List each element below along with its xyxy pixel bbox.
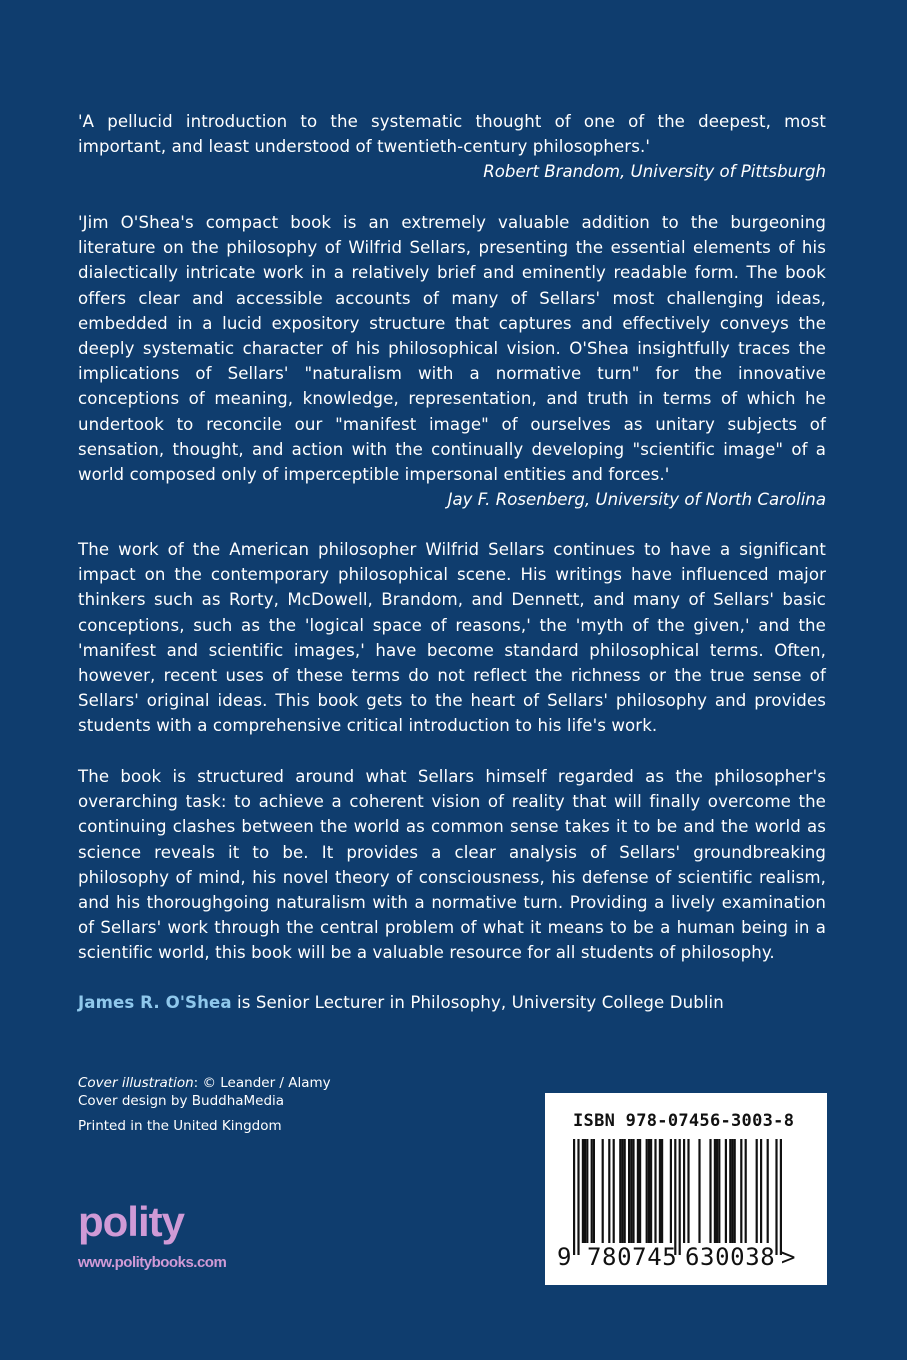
barcode-bar — [745, 1139, 747, 1243]
barcode-bar — [584, 1139, 586, 1243]
barcode-bar — [729, 1139, 731, 1243]
endorsement-brandom — [78, 109, 826, 185]
design-credit: Cover design by BuddhaMedia — [78, 1093, 285, 1109]
barcode-bar — [718, 1139, 720, 1243]
barcode-bar — [573, 1139, 575, 1255]
barcode-bar — [661, 1139, 663, 1243]
cover-credits — [78, 1074, 331, 1135]
barcode-bar — [756, 1139, 758, 1243]
barcode-bar — [646, 1139, 648, 1243]
illustration-label: Cover illustration — [78, 1075, 194, 1091]
barcode-bar — [674, 1139, 676, 1255]
barcode-bar — [687, 1139, 689, 1243]
barcode-bar — [637, 1139, 639, 1243]
barcode-digits-right: 630038 — [685, 1243, 776, 1271]
barcode-bar — [760, 1139, 762, 1243]
barcode-bar — [639, 1139, 641, 1243]
barcode-bar — [725, 1139, 727, 1243]
barcode-bar — [602, 1139, 604, 1243]
description-paragraph-2 — [78, 764, 826, 966]
endorsement-attribution: Jay F. Rosenberg, University of North Carolina — [447, 490, 826, 510]
barcode-bar — [654, 1139, 656, 1243]
description-text: The work of the American philosopher Wilfrid Sellars continues to have a significant impact on the contemporary philosophical scene. His writings have influenced major thinkers such as Rorty, McDowell, Brandom, and Dennett, and many of Sellars' basic conceptions, such as the 'logical space of reasons,' the 'myth of the given,' and the 'manifest and scientific images,' have become standard philosophical terms. Often, however, recent uses of these terms do not reflect the richness or the true sense of Sellars' original ideas. This book gets to the heart of Sellars' philosophy and provides students with a comprehensive critical introduction to his life's work. — [78, 540, 826, 736]
barcode-bar — [632, 1139, 634, 1243]
description-paragraph-1 — [78, 537, 826, 739]
polity-logo: polity — [78, 1198, 184, 1245]
barcode-bar — [591, 1139, 593, 1243]
isbn-label: ISBN 978-07456-3003-8 — [573, 1111, 795, 1131]
barcode-lead-digit: 9 — [557, 1243, 572, 1271]
barcode-bar — [593, 1139, 595, 1243]
barcode-bar — [648, 1139, 650, 1243]
description-text: The book is structured around what Sellars himself regarded as the philosopher's overarching task: to achieve a coherent vision of reality that will finally overcome the continuing clashes between the world as common sense takes it to be and the world as science reveals it to be. It provides a clear analysis of Sellars' groundbreaking philosophy of mind, his novel theory of consciousness, his defense of scientific realism, and his thoroughgoing naturalism with a normative turn. Providing a lively examination of Sellars' work through the central problem of what it means to be a human being in a scientific world, this book will be a valuable resource for all students of philosophy. — [78, 767, 826, 963]
author-name: James R. O'Shea — [78, 993, 232, 1012]
barcode-bar — [613, 1139, 615, 1243]
barcode-bar — [714, 1139, 716, 1243]
publisher-url[interactable]: www.politybooks.com — [78, 1254, 227, 1271]
barcode-marker: > — [781, 1243, 796, 1271]
barcode-bar — [698, 1139, 700, 1243]
barcode-bar — [659, 1139, 661, 1243]
barcode-bar — [624, 1139, 626, 1243]
barcode-bar — [670, 1139, 672, 1243]
barcode-bar — [577, 1139, 579, 1255]
author-bio — [78, 990, 826, 1015]
barcode-bar — [650, 1139, 652, 1243]
barcode-bar — [775, 1139, 777, 1255]
barcode-bar — [608, 1139, 610, 1243]
barcode-digits-left: 780745 — [587, 1243, 678, 1271]
endorsement-text: 'A pellucid introduction to the systematic thought of one of the deepest, most important, and least understood of twentieth-century philosophers.' — [78, 112, 826, 157]
endorsement-attribution: Robert Brandom, University of Pittsburgh — [483, 162, 826, 182]
barcode-bar — [619, 1139, 621, 1243]
barcode-bar — [716, 1139, 718, 1243]
printed-in: Printed in the United Kingdom — [78, 1118, 282, 1134]
barcode-bar — [780, 1139, 782, 1255]
illustration-credit: : © Leander / Alamy — [193, 1075, 331, 1091]
barcode-bar — [630, 1139, 632, 1243]
barcode-bar — [621, 1139, 623, 1243]
endorsement-rosenberg — [78, 210, 826, 512]
barcode-bar — [731, 1139, 733, 1243]
barcode-bar — [683, 1139, 685, 1243]
isbn-barcode — [545, 1093, 827, 1285]
barcode-bar — [734, 1139, 736, 1243]
barcode-bar — [586, 1139, 588, 1243]
barcode-bar — [767, 1139, 769, 1243]
barcode-bar — [709, 1139, 711, 1243]
barcode-bar — [740, 1139, 742, 1243]
barcode-bar — [628, 1139, 630, 1243]
barcode-bar — [582, 1139, 584, 1243]
endorsement-text: 'Jim O'Shea's compact book is an extremely valuable addition to the burgeoning literature on the philosophy of Wilfrid Sellars, presenting the essential elements of his dialectically intricate work in a relatively brief and eminently readable form. The book offers clear and accessible accounts of many of Sellars' most challenging ideas, embedded in a lucid expository structure that captures and effectively conveys the deeply systematic character of his philosophical vision. O'Shea insightfully traces the implications of Sellars' "naturalism with a normative turn" for the innovative conceptions of meaning, knowledge, representation, and truth in terms of which he undertook to reconcile our "manifest image" of ourselves as unitary subjects of sensation, thought, and action with the continually developing "scientific image" of a world composed only of imperceptible impersonal entities and forces.' — [78, 213, 826, 485]
author-bio-text: is Senior Lecturer in Philosophy, University College Dublin — [231, 993, 724, 1012]
barcode-bar — [679, 1139, 681, 1255]
